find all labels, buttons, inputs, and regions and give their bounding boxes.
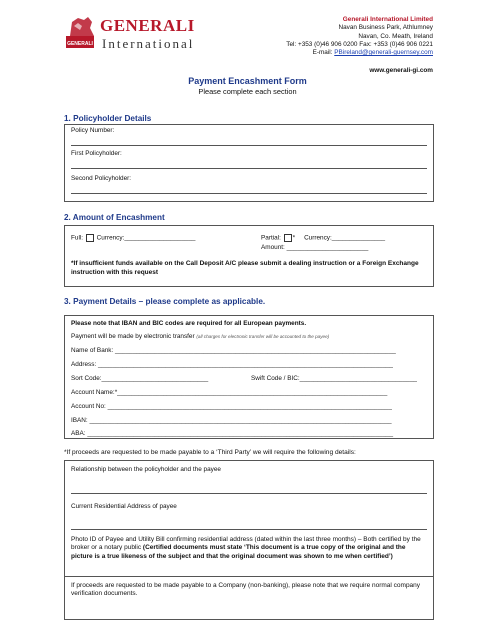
- bank-address-field[interactable]: Address: ___________________________________________________________________________________: [71, 361, 393, 368]
- second-policyholder-field[interactable]: [71, 193, 427, 194]
- third-party-box: [64, 460, 434, 620]
- certification-wording: (Certified documents must state ‘This document is a true copy of the original and the picture is a true likeness of the subject and that the original document was shown to me when certified’): [71, 544, 406, 560]
- partial-checkbox[interactable]: [284, 234, 292, 242]
- policyholder-details-box: [64, 124, 434, 202]
- company-address-block: [286, 16, 433, 57]
- relationship-label: Relationship between the policyholder and the payee: [71, 466, 221, 473]
- insufficient-funds-note: *If insufficient funds available on the Call Deposit A/C please submit a dealing instruction or a Foreign Exchange instruction with this request: [71, 260, 419, 276]
- company-name: Generali International Limited: [342, 16, 433, 23]
- partial-asterisk: *: [292, 234, 296, 242]
- section3-heading: 3. Payment Details – please complete as applicable.: [64, 297, 266, 306]
- email-label: E-mail:: [312, 49, 333, 57]
- residential-address-label: Current Residential Address of payee: [71, 503, 177, 510]
- partial-amount-field[interactable]: Amount: _______________________: [261, 244, 369, 251]
- svg-text:GENERALI: GENERALI: [67, 41, 93, 47]
- account-name-field[interactable]: Account Name:*____________________________________________________________________________: [71, 389, 388, 396]
- company-website[interactable]: www.generali-gi.com: [369, 67, 433, 74]
- logo-wordmark: GENERALI: [100, 16, 195, 35]
- logo-subtitle: International: [102, 36, 195, 51]
- policy-number-label: Policy Number:: [71, 127, 115, 134]
- partial-encashment-row: [261, 234, 385, 242]
- partial-label: Partial:: [261, 234, 281, 242]
- relationship-field[interactable]: [71, 493, 427, 494]
- company-address-line1: Navan Business Park, Athlumney: [338, 24, 433, 32]
- form-title: Payment Encashment Form: [188, 76, 307, 86]
- residential-address-field[interactable]: [71, 529, 427, 530]
- company-payee-note: If proceeds are requested to be made payable to a Company (non-banking), please note that we require normal company verification documents.: [71, 582, 421, 598]
- swift-bic-field[interactable]: Swift Code / BIC:_________________________________: [251, 375, 417, 382]
- sort-code-field[interactable]: Sort Code:______________________________: [71, 375, 209, 382]
- full-currency-field[interactable]: Currency:____________________: [96, 234, 196, 242]
- iban-field[interactable]: IBAN: _____________________________________________________________________________________: [71, 417, 392, 424]
- account-number-field[interactable]: Account No: ________________________________________________________________________________: [71, 403, 392, 410]
- lion-emblem-icon: [64, 14, 98, 50]
- transfer-label: Payment will be made by electronic transfer: [71, 333, 195, 340]
- transfer-row: [71, 333, 329, 340]
- policy-number-field[interactable]: [71, 145, 427, 146]
- company-address-line2: Navan, Co. Meath, Ireland: [358, 32, 433, 40]
- first-policyholder-label: First Policyholder:: [71, 150, 122, 157]
- aba-field[interactable]: ABA: ______________________________________________________________________________________: [71, 430, 393, 437]
- email-link[interactable]: PBireland@generali-guernsey.com: [334, 49, 433, 57]
- section1-heading: 1. Policyholder Details: [64, 114, 152, 123]
- company-telephone: Tel: +353 (0)46 906 0200 Fax: +353 (0)46 906 0221: [286, 40, 433, 48]
- form-title-block: [0, 76, 495, 96]
- third-party-intro: *If proceeds are requested to be made payable to a ‘Third Party’ we will require the following details:: [64, 449, 356, 456]
- photo-id-text: Photo ID of Payee and Utility Bill confirming residential address (dated within the last three months) – Both certified by the broker or a notary public: [71, 536, 421, 552]
- photo-id-requirement: [71, 536, 427, 561]
- transfer-charges-note: (all charges for electronic transfer will be accounted to the payee): [196, 334, 330, 339]
- partial-currency-field[interactable]: Currency:_______________: [304, 234, 386, 242]
- full-checkbox[interactable]: [86, 234, 94, 242]
- divider: [65, 576, 433, 577]
- first-policyholder-field[interactable]: [71, 168, 427, 169]
- full-label: Full:: [71, 234, 84, 242]
- encashment-amount-box: [64, 225, 434, 287]
- company-email-row: [286, 49, 433, 57]
- iban-bic-note: Please note that IBAN and BIC codes are required for all European payments.: [71, 320, 307, 327]
- form-subtitle: Please complete each section: [198, 87, 297, 96]
- payment-details-box: [64, 315, 434, 439]
- section2-heading: 2. Amount of Encashment: [64, 213, 165, 222]
- generali-logo: [64, 14, 195, 58]
- bank-name-field[interactable]: Name of Bank: _______________________________________________________________________________: [71, 347, 396, 354]
- full-encashment-row: [71, 234, 195, 242]
- second-policyholder-label: Second Policyholder:: [71, 175, 132, 182]
